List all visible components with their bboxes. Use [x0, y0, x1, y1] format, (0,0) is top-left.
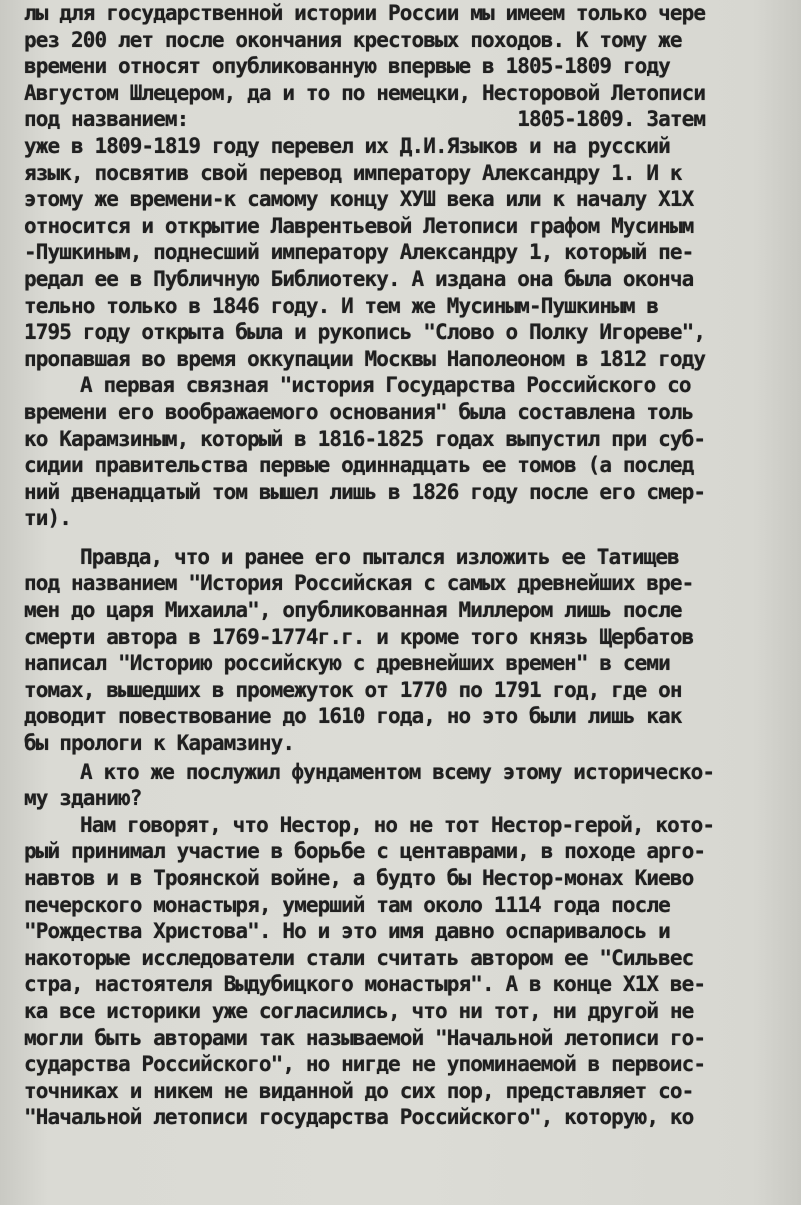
text-line: "Начальной летописи государства Российского", которую, ко: [24, 1105, 694, 1130]
text-line: пропавшая во время оккупации Москвы Наполеоном в 1812 году: [24, 346, 706, 371]
text-line: под названием "История Российская с самых древнейших вре-: [24, 571, 694, 596]
text-line: сударства Российского", но нигде не упоминаемой в первоис-: [24, 1052, 706, 1077]
text-line: доводит повествование до 1610 года, но это были лишь как: [24, 704, 682, 729]
text-line: уже в 1809-1819 году перевел их Д.И.Языков и на русский: [24, 133, 670, 158]
text-line: томах, вышедших в промежуток от 1770 по 1791 год, где он: [24, 677, 682, 702]
paragraph-start-line: Нам говорят, что Нестор, но не тот Нестор-герой, кото-: [80, 812, 715, 837]
text-line: -Пушкиным, поднесший императору Александру 1, который пе-: [24, 240, 694, 265]
text-line: печерского монастыря, умерший там около 1114 года после: [24, 892, 670, 917]
text-line: рез 200 лет после окончания крестовых походов. К тому же: [24, 27, 682, 52]
text-line: стра, настоятеля Выдубицкого монастыря". А в конце Х1Х ве-: [24, 972, 706, 997]
text-line: ний двенадцатый том вышел лишь в 1826 году после его смер-: [24, 479, 706, 504]
text-line: му зданию?: [24, 786, 142, 811]
text-line: накоторые исследователи стали считать автором ее "Сильвес: [24, 945, 694, 970]
text-line: относится и открытие Лаврентьевой Летописи графом Мусиным: [24, 213, 694, 238]
text-line: точниках и никем не виданной до сих пор, представляет со-: [24, 1078, 694, 1103]
text-line: бы прологи к Карамзину.: [24, 731, 295, 756]
text-line: ка все историки уже согласились, что ни тот, ни другой не: [24, 998, 694, 1023]
paragraph-start-line: Правда, что и ранее его пытался изложить ее Татищев: [80, 544, 679, 569]
text-line: тельно только в 1846 году. И тем же Мусиным-Пушкиным в: [24, 293, 659, 318]
text-line: 1795 году открыта была и рукопись "Слово о Полку Игореве",: [24, 320, 706, 345]
text-line: рый принимал участие в борьбе с центаврами, в походе арго-: [24, 839, 706, 864]
text-line: этому же времени-к самому концу ХУШ века или к началу Х1Х: [24, 187, 694, 212]
text-line: мен до царя Михаила", опубликованная Миллером лишь после: [24, 598, 682, 623]
text-line: смерти автора в 1769-1774г.г. и кроме того князь Щербатов: [24, 624, 694, 649]
text-line: времени относят опубликованную впервые в 1805-1809 году: [24, 54, 670, 79]
text-line: написал "Историю российскую с древнейших времен" в семи: [24, 651, 670, 676]
text-line: навтов и в Троянской войне, а будто бы Нестор-монах Киево: [24, 866, 694, 890]
text-line: ко Карамзиным, который в 1816-1825 годах выпустил при суб-: [24, 426, 706, 451]
text-line: ти).: [24, 506, 71, 531]
text-line: Августом Шлецером, да и то по немецки, Несторовой Летописи: [24, 80, 706, 105]
text-line: времени его воображаемого основания" была составлена толь: [24, 399, 694, 424]
text-line: редал ее в Публичную Библиотеку. А издана она была оконча: [24, 266, 694, 291]
text-line: язык, посвятив свой перевод императору Александру 1. И к: [24, 160, 682, 185]
paragraph-start-line: А первая связная "история Государства Российского со: [80, 373, 691, 398]
text-line: под названием: 1805-1809. Затем: [24, 107, 706, 132]
text-line: лы для государственной истории России мы имеем только чере: [24, 1, 706, 25]
text-line: сидии правительства первые одиннадцать ее томов (а послед: [24, 453, 694, 478]
paragraph-start-line: А кто же послужил фундаментом всему этому историческо-: [80, 759, 715, 784]
text-line: "Рождества Христова". Но и это имя давно оспаривалось и: [24, 919, 670, 944]
text-line: могли быть авторами так называемой "Начальной летописи го-: [24, 1025, 706, 1050]
